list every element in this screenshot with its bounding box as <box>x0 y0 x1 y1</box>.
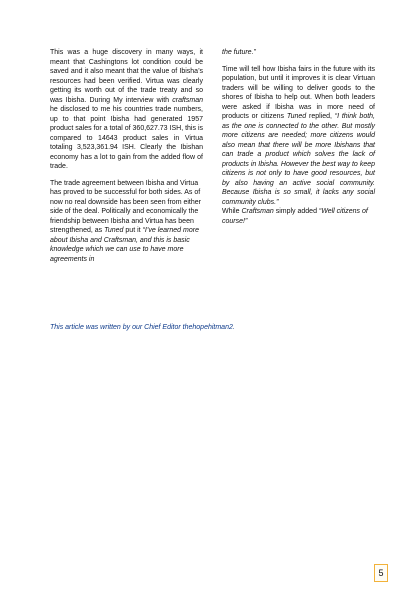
quote-tuned: “I’ve learned more about Ibisha and Craftsman, and this is basic knowledge which we can use to have more agreements in <box>50 227 199 263</box>
left-column <box>50 48 203 271</box>
name-tuned: Tuned <box>104 227 124 234</box>
paragraph-craftsman: While Craftsman simply added “Well citizens of course!” <box>222 208 368 225</box>
paragraph-discovery: This was a huge discovery in many ways, it meant that Cashingtons lot condition could be saved and it also meant that the value of Ibisha’s resources had been verified. Virtua was clearly getting its worth out of the trade treaty and so was Ibisha. During My interview with craftsman he disclosed to me his countries trade numbers, up to that point Ibisha had generated 1957 product sales for a total of 360,627.73 ISH, this is compared to 14643 product sales in Virtua totaling 3,523,361.94 ISH. Clearly the Ibishan economy has a lot to gain from the added flow of trade. <box>50 49 203 170</box>
right-column <box>222 48 375 233</box>
quote-craftsman: “Well citizens of course!” <box>222 208 368 225</box>
quote-continuation: the future.” <box>222 49 256 56</box>
byline: This article was written by our Chief Editor thehopehitman2. <box>50 324 235 331</box>
paragraph-trade-agreement: The trade agreement between Ibisha and Virtua has proved to be successful for both sides. As of now no real downside has been seen from either side of the deal. Politically and economically the friendship between Ibisha and Virtua has been strengthened, as Tuned put it “I’ve learned more about Ibisha and Craftsman, and this is basic knowledge which we can use to have more agreements in <box>50 179 201 263</box>
page-number: 5 <box>374 564 388 582</box>
name-craftsman: craftsman <box>172 96 203 104</box>
name-tuned-2: Tuned <box>286 113 307 120</box>
quote-tuned-2: “I think both, as the one is connected to the other. But mostly more citizens are needed; more citizens would also mean that there will be more Ibishans that can trade a product which solves the lack of products in Ibisha. However the best way to keep citizens is not only to have good resources, but by also having an active social community. Because Ibisha is so small, it lacks any social community clubs.” <box>222 113 375 206</box>
name-craftsman-2: Craftsman <box>241 208 274 215</box>
paragraph-future: Time will tell how Ibisha fairs in the future with its population, but until it improves it is clear Virtuan traders will be willing to deliver goods to the shores of Ibisha to help out. When both leaders were asked if Ibisha was in more need of products or citizens Tuned replied, “I think both, as the one is connected to the other. But mostly more citizens are needed; more citizens would also mean that there will be more Ibishans that can trade a product which solves the lack of products in Ibisha. However the best way to keep citizens is not only to have good resources, but by also having an active social community. Because Ibisha is so small, it lacks any social community clubs.” <box>222 65 375 206</box>
